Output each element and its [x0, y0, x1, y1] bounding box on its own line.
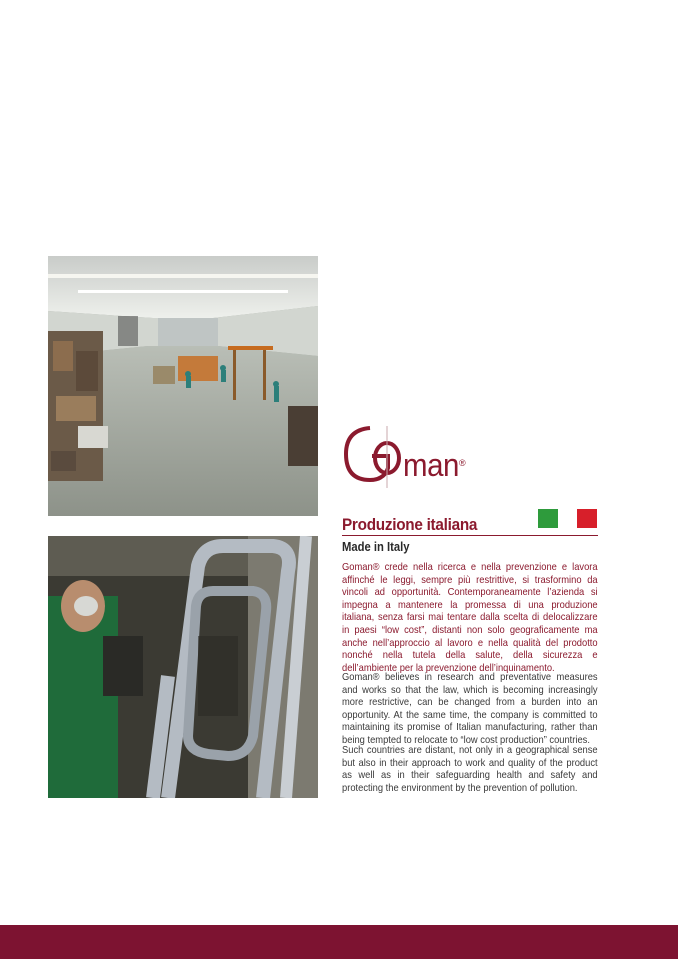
worker-painting-photo: [48, 536, 318, 798]
section-title: Produzione italiana: [342, 515, 478, 534]
section-subtitle: Made in Italy: [342, 540, 410, 554]
title-divider: [342, 535, 598, 536]
registered-mark: ®: [459, 458, 466, 468]
italian-paragraph: Goman® crede nella ricerca e nella prevenzione e lavora affinché le leggi, sempre più restrittive, si trasformino da vincoli ad opportunità. Contemporaneamente l’azienda si impegna a mantenere la promessa di una produzione italiana, senza farsi mai tentare dalla scelta di delocalizzare in paesi “low cost”, distanti non solo geograficamente ma anche nell’approccio al lavoro e nella qualità del prodotto nonché nella tutela della salute, della sicurezza e dell’ambiente per la prevenzione dell’inquinamento.: [342, 562, 598, 674]
factory-floor-photo: [48, 256, 318, 516]
italian-flag-green-square: [538, 509, 558, 528]
english-paragraph-1: Goman® believes in research and preventative measures and works so that the law, which is becoming increasingly more restrictive, can be changed from a burden into an opportunity. At the same time, the company is committed to maintaining its promise of Italian manufacturing, rather than being tempted to relocate to “low cost production” countries.: [342, 672, 598, 746]
logo-wordmark: man: [403, 447, 459, 483]
footer-band: [0, 925, 678, 959]
english-paragraph-2: Such countries are distant, not only in a geographical sense but also in their approach to work and quality of the product as well as in their safeguarding health and safety and protecting the environment by the prevention of pollution.: [342, 745, 598, 794]
italian-flag-red-square: [577, 509, 597, 528]
